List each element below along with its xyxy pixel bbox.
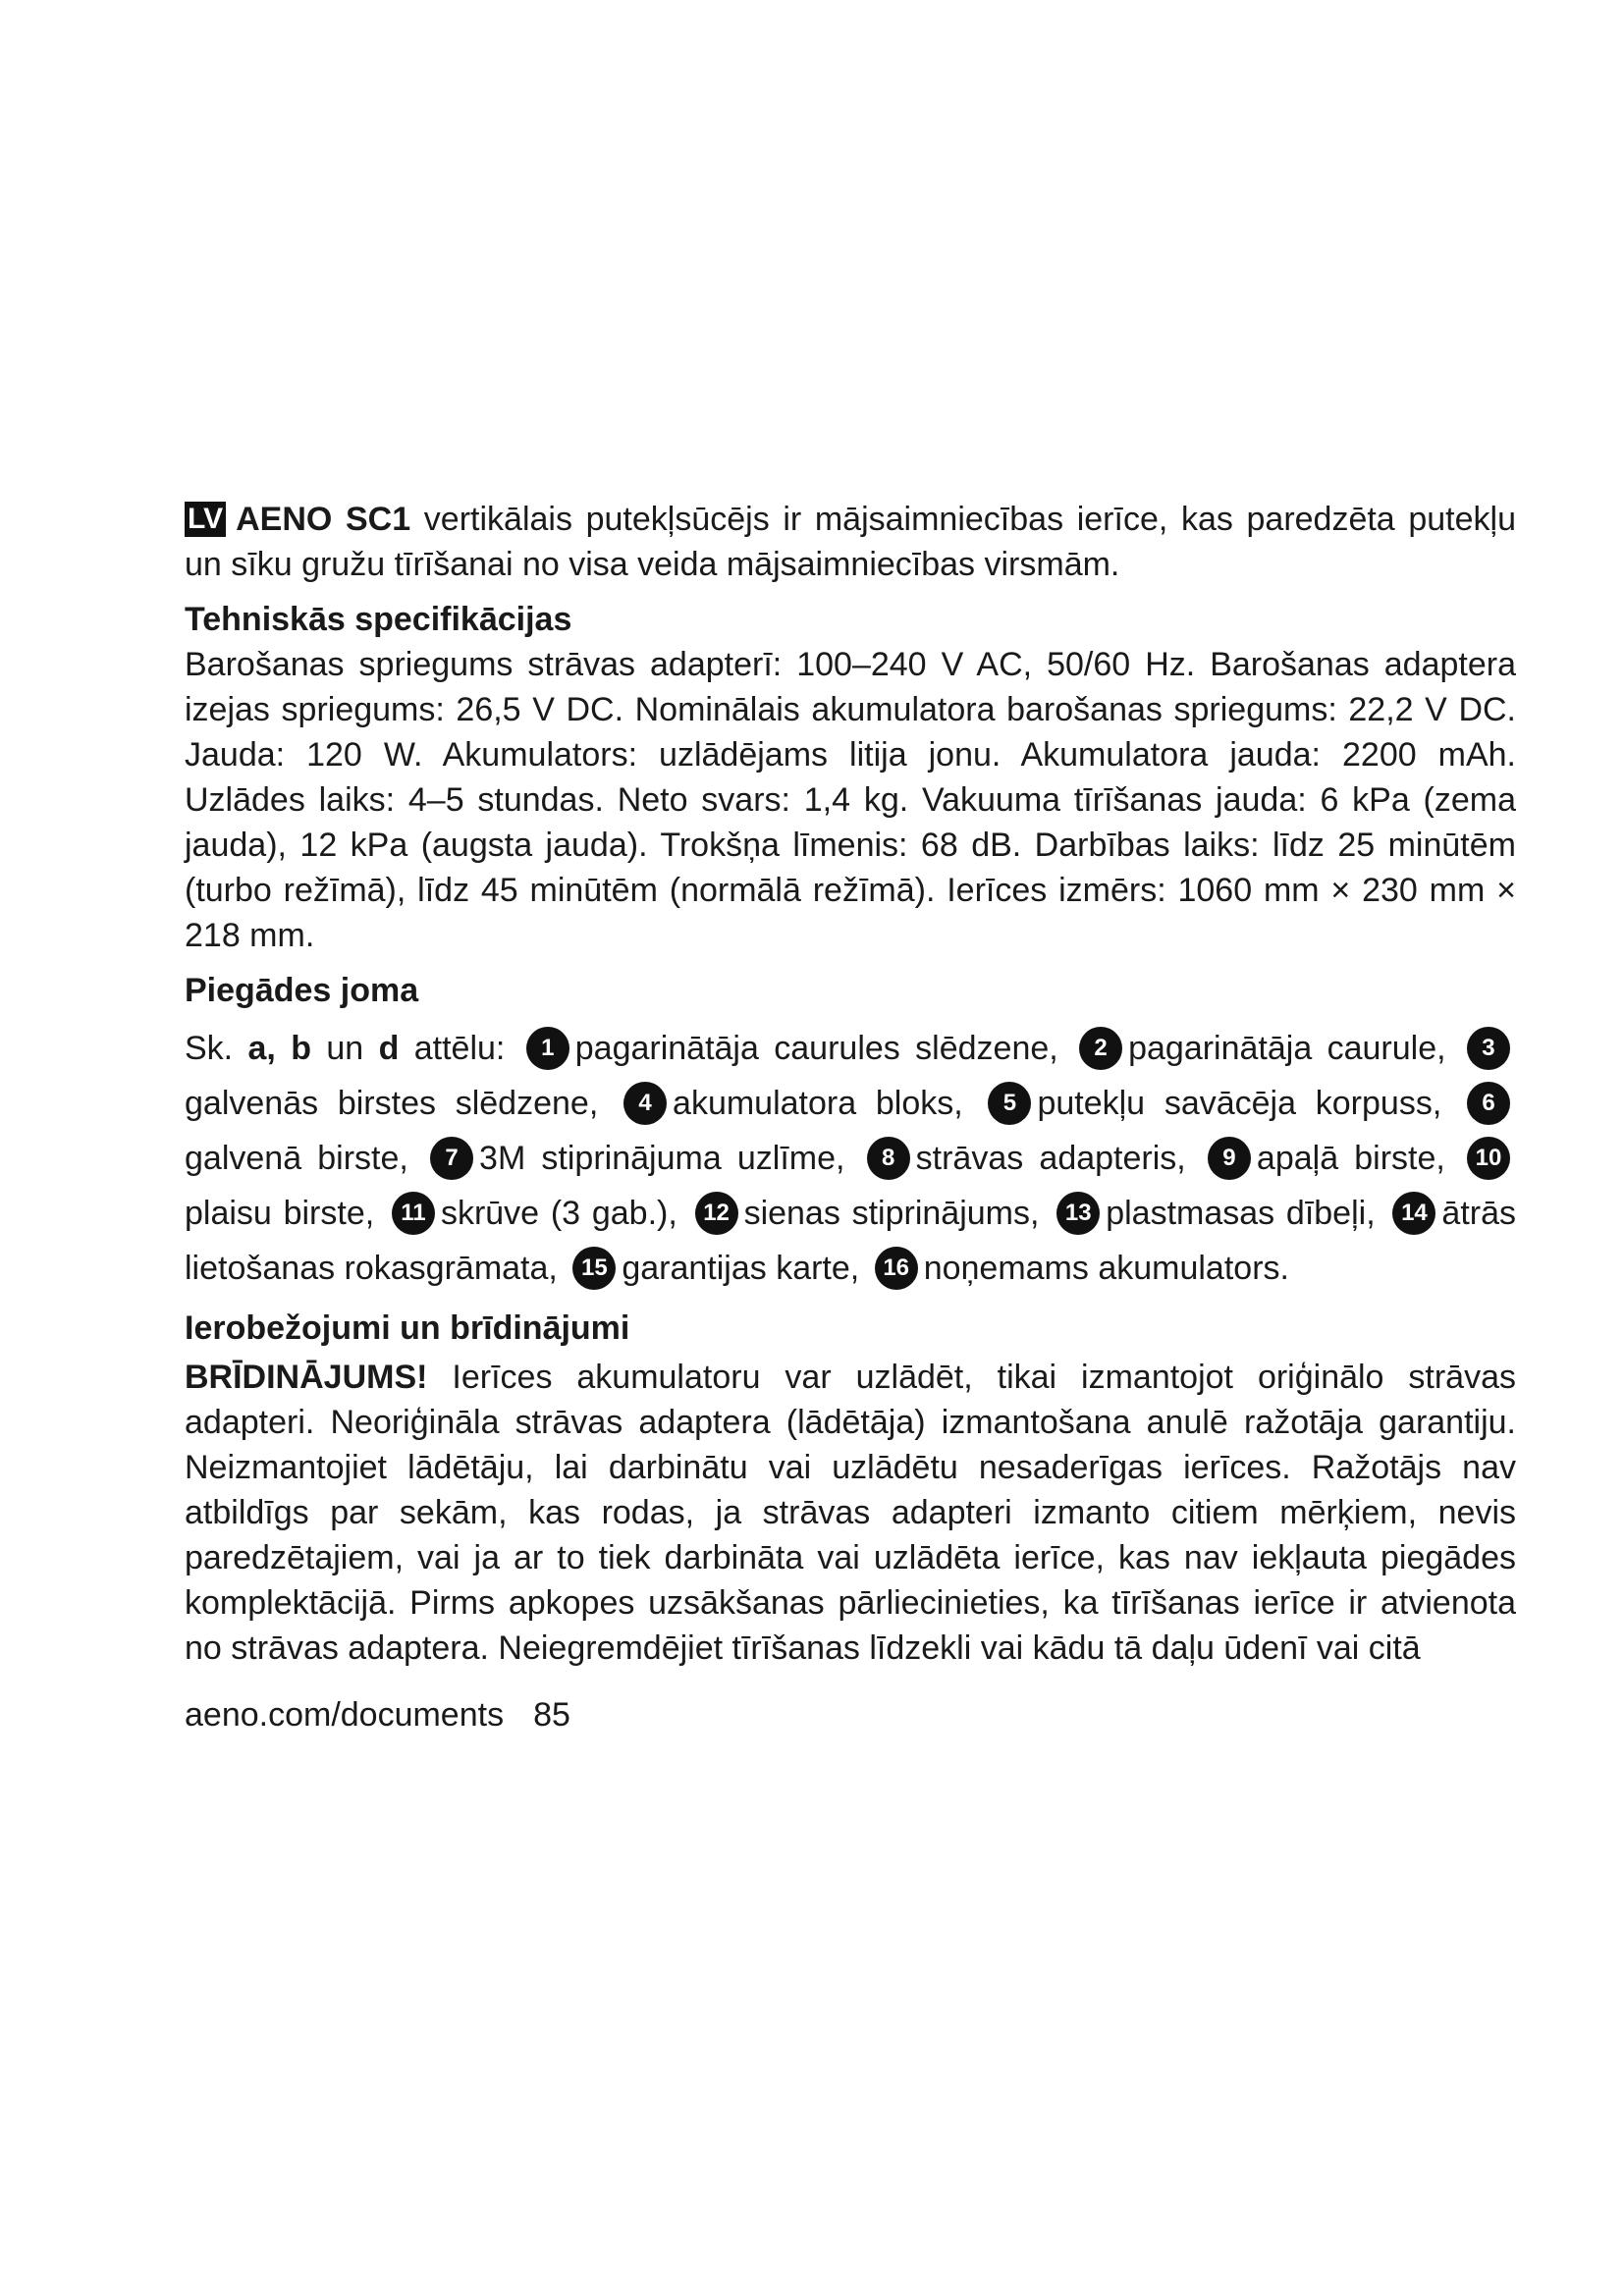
item-number-badge: 10: [1467, 1137, 1510, 1180]
product-name: AENO SC1: [236, 501, 411, 538]
scope-item-label: strāvas adapteris,: [915, 1140, 1186, 1177]
item-number-badge: 8: [867, 1137, 910, 1180]
page-number: 85: [533, 1696, 570, 1734]
figure-ref-a: a,: [247, 1030, 276, 1067]
scope-word-un: un: [326, 1030, 364, 1067]
scope-paragraph: [185, 1021, 1516, 1296]
scope-item-label: noņemams akumulators.: [923, 1250, 1289, 1287]
scope-item-label: plaisu birste,: [185, 1195, 375, 1232]
item-number-badge: 7: [430, 1137, 473, 1180]
item-number-badge: 12: [695, 1192, 738, 1235]
warnings-heading: Ierobežojumi un brīdinājumi: [185, 1309, 630, 1347]
scope-item-label: akumulatora bloks,: [673, 1085, 963, 1122]
scope-item-label: ātrās lietošanas rokasgrāmata,: [185, 1195, 1517, 1287]
item-number-badge: 9: [1208, 1137, 1251, 1180]
scope-item-label: pagarinātāja caurule,: [1128, 1030, 1446, 1067]
intro-text: vertikālais putekļsūcējs ir mājsaimniecības ierīce, kas paredzēta putekļu un sīku gružu tīrīšanai no visa veida mājsaimniecības virsmām.: [185, 501, 1517, 583]
scope-prefix-sk: Sk.: [185, 1030, 234, 1067]
item-number-badge: 14: [1392, 1192, 1435, 1235]
scope-item-label: putekļu savācēja korpuss,: [1037, 1085, 1442, 1122]
scope-item-label: sienas stiprinājums,: [743, 1195, 1040, 1232]
item-number-badge: 1: [526, 1027, 569, 1070]
figure-ref-d: d: [378, 1030, 400, 1067]
scope-item-label: pagarinātāja caurules slēdzene,: [574, 1030, 1058, 1067]
language-badge: LV: [185, 502, 226, 537]
footer-url: aeno.com/documents: [185, 1696, 505, 1734]
scope-item-label: garantijas karte,: [622, 1250, 860, 1287]
scope-heading: Piegādes joma: [185, 972, 419, 1009]
manual-page: [185, 497, 1516, 1737]
item-number-badge: 2: [1079, 1027, 1122, 1070]
scope-item-label: skrūve (3 gab.),: [440, 1195, 677, 1232]
scope-prefix-rest: attēlu:: [413, 1030, 506, 1067]
item-number-badge: 11: [392, 1192, 435, 1235]
specs-text: Barošanas spriegums strāvas adapterī: 100–240 V AC, 50/60 Hz. Barošanas adaptera izejas spriegums: 26,5 V DC. Nominālais akumulatora barošanas spriegums: 22,2 V DC. Jauda: 120 W. Akumulators: uzlādējams litija jonu. Akumulatora jauda: 2200 mAh. Uzlādes laiks: 4–5 stundas. Neto svars: 1,4 kg. Vakuuma tīrīšanas jauda: 6 kPa (zema jauda), 12 kPa (augsta jauda). Trokšņa līmenis: 68 dB. Darbības laiks: līdz 25 minūtēm (turbo režīmā), līdz 45 minūtēm (normālā režīmā). Ierīces izmērs: 1060 mm × 230 mm × 218 mm.: [185, 646, 1516, 954]
figure-ref-b: b: [291, 1030, 312, 1067]
warning-text: Ierīces akumulatoru var uzlādēt, tikai izmantojot oriģinālo strāvas adapteri. Neoriģināla strāvas adaptera (lādētāja) izmantošana anulē ražotāja garantiju. Neizmantojiet lādētāju, lai darbinātu vai uzlādētu nesaderīgas ierīces. Ražotājs nav atbildīgs par sekām, kas rodas, ja strāvas adapteri izmanto citiem mērķiem, nevis paredzētajiem, vai ja ar to tiek darbināta vai uzlādēta ierīce, kas nav iekļauta piegādes komplektācijā. Pirms apkopes uzsākšanas pārliecinieties, ka tīrīšanas ierīce ir atvienota no strāvas adaptera. Neiegremdējiet tīrīšanas līdzekli vai kādu tā daļu ūdenī vai citā: [185, 1359, 1517, 1667]
item-number-badge: 6: [1467, 1082, 1510, 1125]
page-footer: [185, 1692, 1516, 1737]
item-number-badge: 5: [988, 1082, 1031, 1125]
specs-section: [185, 642, 1516, 958]
item-number-badge: 15: [572, 1247, 616, 1290]
item-number-badge: 16: [875, 1247, 918, 1290]
scope-item-label: apaļā birste,: [1256, 1140, 1445, 1177]
scope-item-label: galvenā birste,: [185, 1140, 408, 1177]
scope-item-label: 3M stiprinājuma uzlīme,: [479, 1140, 845, 1177]
item-number-badge: 3: [1467, 1027, 1510, 1070]
warning-label: BRĪDINĀJUMS!: [185, 1359, 428, 1396]
scope-item-label: galvenās birstes slēdzene,: [185, 1085, 599, 1122]
item-number-badge: 4: [623, 1082, 667, 1125]
intro-paragraph: [185, 497, 1516, 587]
scope-item-label: plastmasas dībeļi,: [1106, 1195, 1376, 1232]
specs-heading: Tehniskās specifikācijas: [185, 601, 572, 638]
item-number-badge: 13: [1056, 1192, 1100, 1235]
warning-paragraph: [185, 1355, 1516, 1671]
